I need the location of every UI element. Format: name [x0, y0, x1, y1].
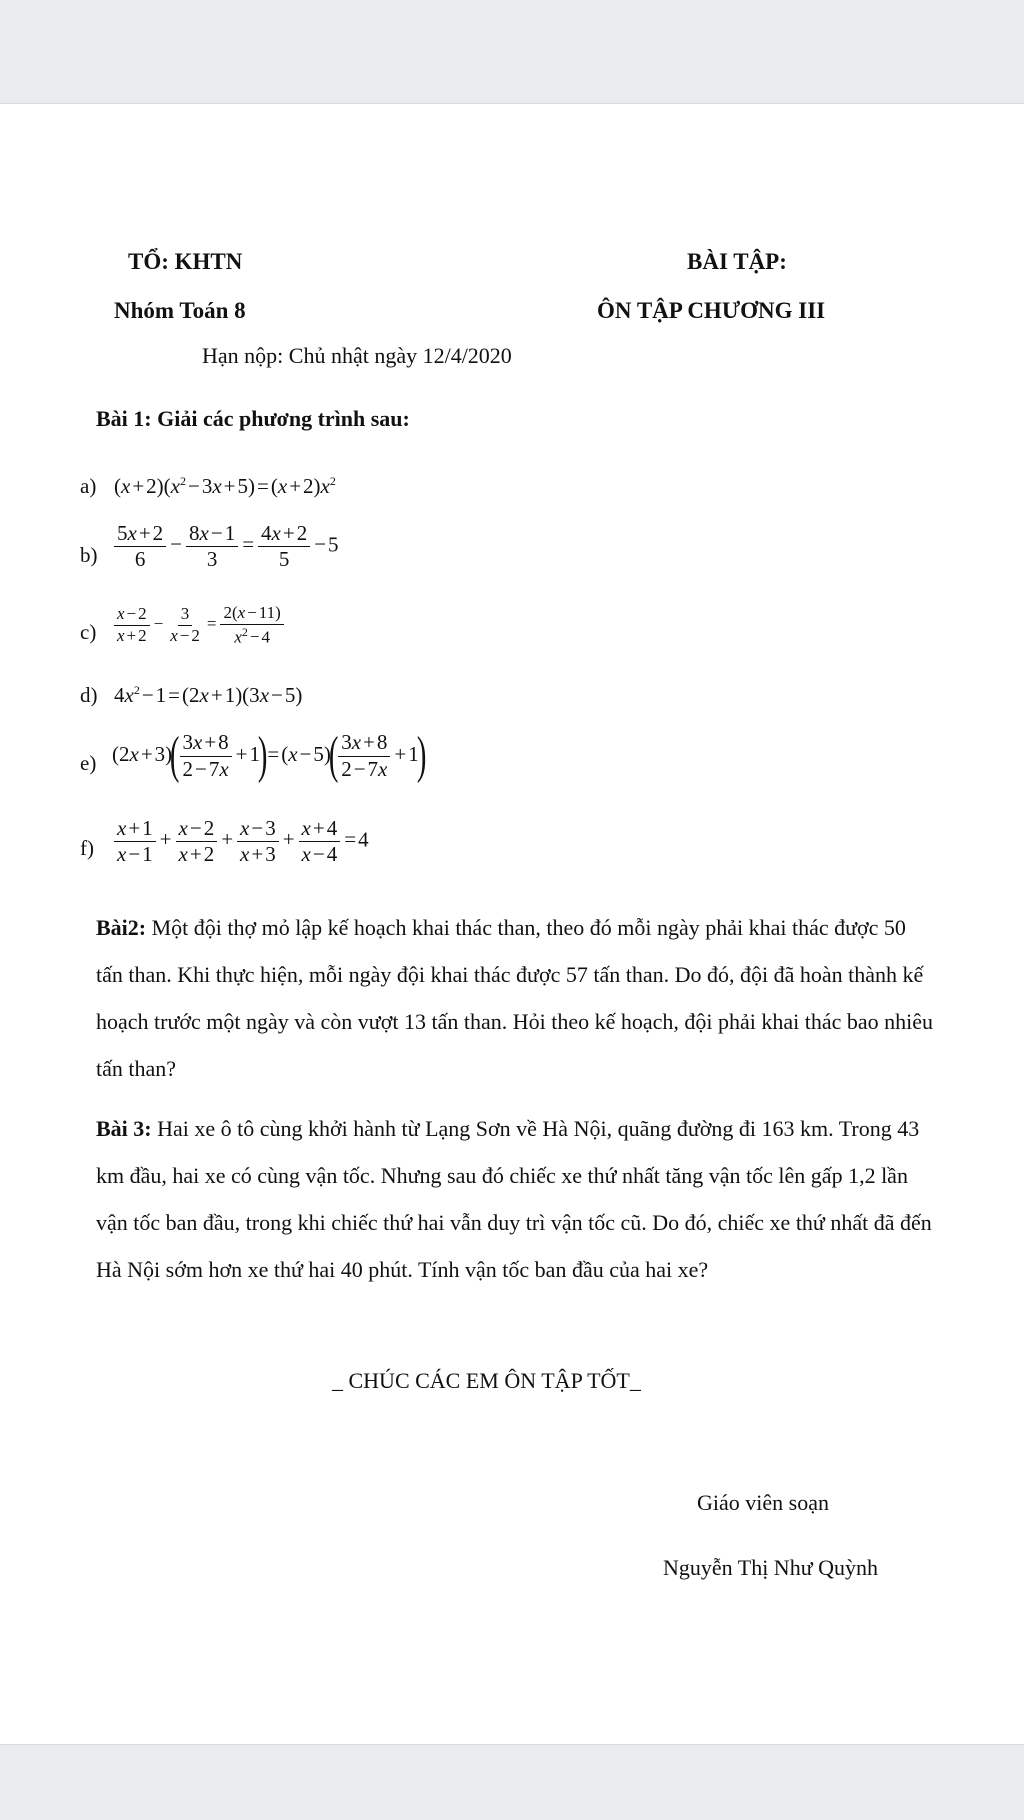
- bai3-text: Hai xe ô tô cùng khởi hành từ Lạng Sơn về Hà Nội, quãng đường đi 163 km. Trong 43 km đầu, hai xe có cùng vận tốc. Nhưng sau đó chiếc xe thứ nhất tăng vận tốc lên gấp 1,2 lần vận tốc ban đầu, trong khi chiếc thứ hai vẫn duy trì vận tốc cũ. Do đó, chiếc xe thứ nhất đã đến Hà Nội sớm hơn xe thứ hai 40 phút. Tính vận tốc ban đầu của hai xe?: [96, 1116, 932, 1282]
- item-a-label: a): [80, 474, 97, 498]
- teacher-role: Giáo viên soạn: [697, 1490, 829, 1515]
- department-label: TỔ: KHTN: [128, 249, 243, 274]
- equation-f: $\frac{x+1}{x-1}$ + $\frac{x-2}{x+2}$ + $\frac{x-3}{x+3}$ + $\frac{x+4}{x-4}$ =4: [112, 817, 369, 866]
- bai3-paragraph: [96, 1105, 936, 1293]
- closing-message: _ CHÚC CÁC EM ÔN TẬP TỐT_: [332, 1368, 641, 1393]
- bai3-title: Bài 3:: [96, 1116, 152, 1141]
- bai1-title: Bài 1: Giải các phương trình sau:: [96, 406, 410, 431]
- item-c-label: c): [80, 620, 97, 644]
- equation-c: $\frac{x - 2}{x + 2}$ − $\frac{3}{x - 2}$ = $\frac{2(x - 11)}{x^2 - 4}$: [112, 604, 286, 647]
- teacher-name: Nguyễn Thị Như Quỳnh: [663, 1555, 879, 1580]
- bai2-title: Bài2:: [96, 915, 147, 940]
- page-bottom-border: [0, 1744, 1024, 1745]
- item-d-label: d): [80, 683, 98, 707]
- chapter-title: ÔN TẬP CHƯƠNG III: [597, 298, 826, 323]
- equation-a: $(x+2)(x^2-3x+5)=(x+2)x^2$: [114, 474, 336, 498]
- exercise-title: BÀI TẬP:: [687, 249, 787, 274]
- equation-d: $4x^2-1=(2x+1)(3x-5)$: [114, 683, 303, 707]
- group-label: Nhóm Toán 8: [114, 298, 246, 323]
- item-e-label: e): [80, 751, 97, 775]
- item-f-label: f): [80, 836, 94, 860]
- item-b-label: b): [80, 543, 98, 567]
- equation-e: (2x+3)( $\frac{3x+8}{2-7x}$ +1)=(x−5)( $\frac{3x+8}{2-7x}$ +1): [112, 727, 427, 784]
- bai2-paragraph: [96, 904, 936, 1092]
- bai2-text: Một đội thợ mỏ lập kế hoạch khai thác than, theo đó mỗi ngày phải khai thác được 50 tấn than. Khi thực hiện, mỗi ngày đội khai thác được 57 tấn than. Do đó, đội đã hoàn thành kế hoạch trước một ngày và còn vượt 13 tấn than. Hỏi theo kế hoạch, đội phải khai thác bao nhiêu tấn than?: [96, 915, 934, 1081]
- deadline-text: Hạn nộp: Chủ nhật ngày 12/4/2020: [202, 343, 512, 368]
- equation-b: $\frac{5x+2}{6}$ − $\frac{8x-1}{3}$ = $\frac{4x+2}{5}$ −5: [112, 522, 339, 571]
